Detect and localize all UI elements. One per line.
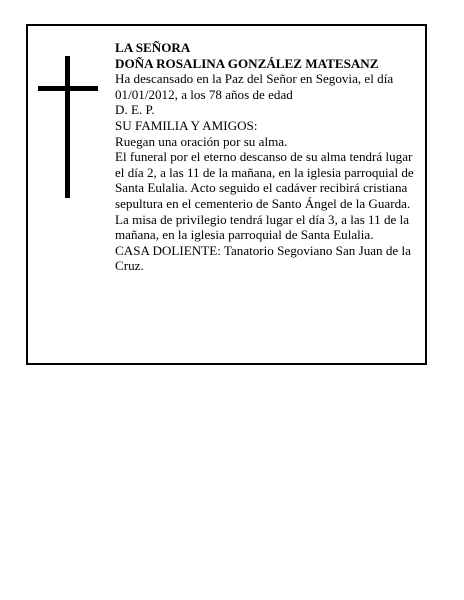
notice-paragraph-funeral: El funeral por el eterno descanso de su alma tendrá lugar el día 2, a las 11 de la mañana, en la iglesia parroquial de Santa Eulalia. Acto seguido el cadáver recibirá cristiana sepultura en el cementerio de Santo Ángel de la Guarda.: [115, 149, 414, 211]
notice-paragraph-death: Ha descansado en la Paz del Señor en Segovia, el día 01/01/2012, a los 78 años de edad: [115, 71, 394, 102]
notice-text: [115, 40, 425, 274]
notice-paragraph-rip: D. E. P.: [115, 102, 155, 118]
cross-horizontal-bar: [38, 86, 98, 91]
obituary-notice: [26, 24, 427, 365]
notice-paragraph-family: SU FAMILIA Y AMIGOS:: [115, 117, 258, 133]
notice-paragraph-funeral-home: CASA DOLIENTE: Tanatorio Segoviano San Juan de la Cruz.: [115, 242, 411, 274]
notice-paragraph-mass: La misa de privilegio tendrá lugar el día 3, a las 11 de la mañana, en la iglesia parroquial de Santa Eulalia.: [115, 211, 410, 243]
cross-icon: [38, 56, 98, 198]
notice-paragraph-prayer: Ruegan una oración por su alma.: [115, 133, 288, 149]
notice-title: LA SEÑORA: [115, 40, 191, 55]
deceased-name: DOÑA ROSALINA GONZÁLEZ MATESANZ: [115, 55, 379, 71]
cross-vertical-bar: [65, 56, 70, 198]
